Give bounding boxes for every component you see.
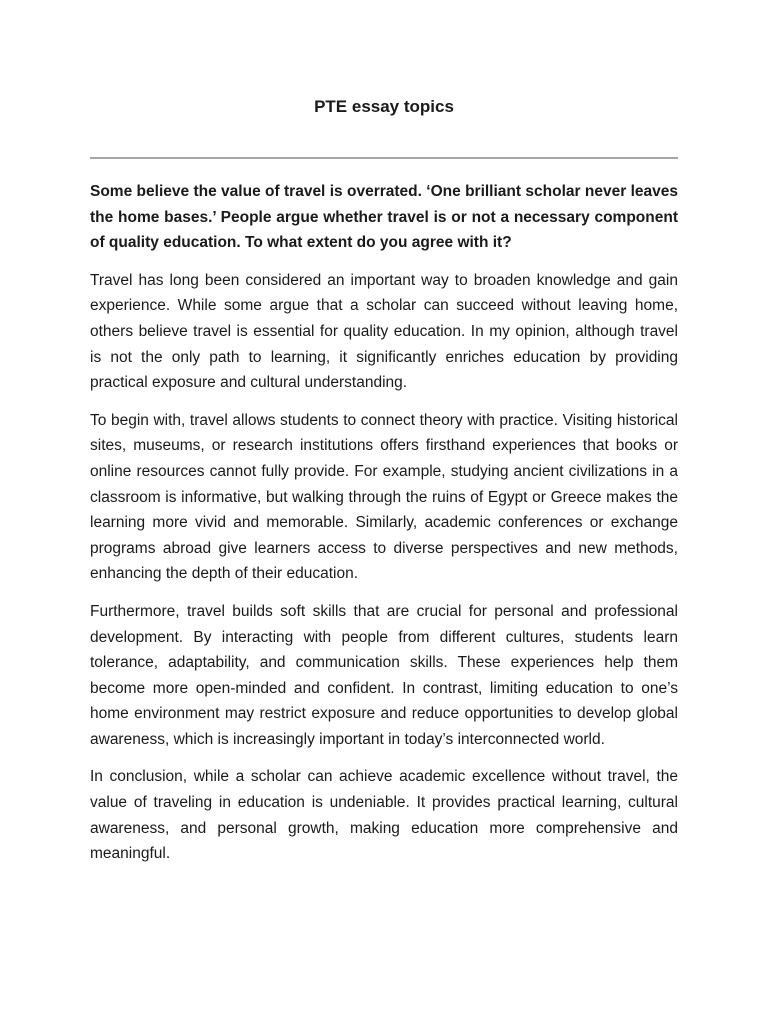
- essay-question: Some believe the value of travel is overrated. ‘One brilliant scholar never leaves the home bases.’ People argue whether travel is or not a necessary component of quality education. To what extent do you agree with it?: [90, 183, 678, 252]
- essay-body: [90, 179, 678, 879]
- page-title: PTE essay topics: [314, 97, 454, 116]
- paragraph-body-1: To begin with, travel allows students to connect theory with practice. Visiting historical sites, museums, or research institutions offers firsthand experiences that books or online resources cannot fully provide. For example, studying ancient civilizations in a classroom is informative, but walking through the ruins of Egypt or Greece makes the learning more vivid and memorable. Similarly, academic conferences or exchange programs abroad give learners access to diverse perspectives and new methods, enhancing the depth of their education.: [90, 411, 678, 583]
- paragraph-conclusion: In conclusion, while a scholar can achieve academic excellence without travel, the value of traveling in education is undeniable. It provides practical learning, cultural awareness, and personal growth, making education more comprehensive and meaningful.: [90, 768, 678, 863]
- paragraph-body-2: Furthermore, travel builds soft skills that are crucial for personal and professional development. By interacting with people from different cultures, students learn tolerance, adaptability, and communication skills. These experiences help them become more open-minded and confident. In contrast, limiting education to one’s home environment may restrict exposure and reduce opportunities to develop global awareness, which is increasingly important in today’s interconnected world.: [90, 602, 678, 748]
- paragraph-introduction: Travel has long been considered an important way to broaden knowledge and gain experience. While some argue that a scholar can succeed without leaving home, others believe travel is essential for quality education. In my opinion, although travel is not the only path to learning, it significantly enriches education by providing practical exposure and cultural understanding.: [90, 271, 678, 392]
- horizontal-divider: [90, 157, 678, 159]
